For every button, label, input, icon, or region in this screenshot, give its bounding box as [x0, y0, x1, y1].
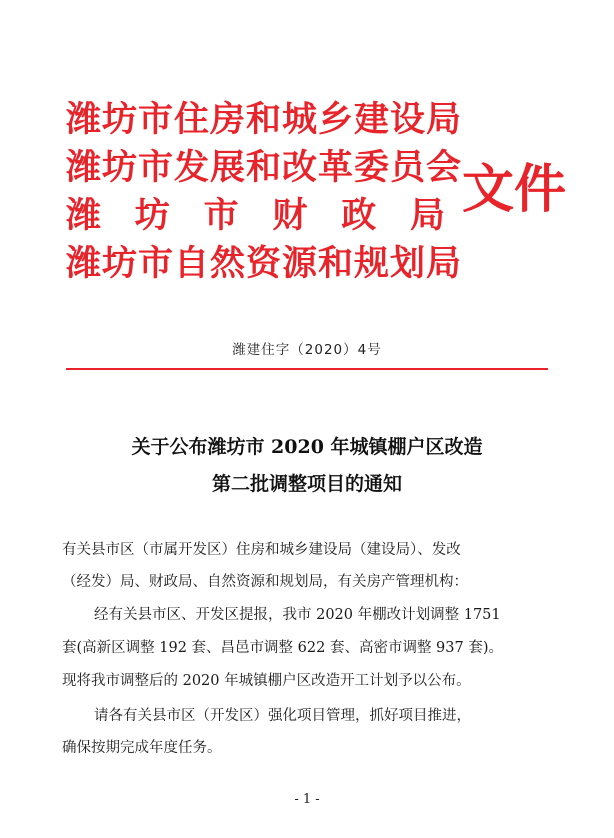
issuer-finance-char: 局 [409, 195, 446, 236]
issuer-block [66, 96, 466, 288]
notice-title-line1: 关于公布潍坊市 2020 年城镇棚户区改造 [131, 436, 483, 458]
document-number: 潍建住字（2020）4号 [232, 342, 382, 358]
issuer-development-commission: 潍坊市发展和改革委员会 [66, 147, 463, 188]
notice-title-line2: 第二批调整项目的通知 [211, 473, 402, 495]
issuer-finance-char: 潍 [66, 195, 103, 236]
issuer-finance-char: 市 [203, 195, 240, 236]
body-line: 现将我市调整后的 2020 年城镇棚户区改造开工计划予以公布。 [62, 673, 471, 689]
issuer-natural-resources-bureau: 潍坊市自然资源和规划局 [66, 243, 463, 284]
issuer-housing-bureau: 潍坊市住房和城乡建设局 [66, 99, 463, 140]
body-line: 请各有关县市区（开发区）强化项目管理，抓好项目推进， [94, 708, 471, 724]
body-line: （经发）局、财政局、自然资源和规划局，有关房产管理机构： [62, 574, 468, 590]
issuer-finance-bureau [66, 192, 446, 240]
page-number: - 1 - [294, 792, 320, 807]
issuer-finance-char: 坊 [134, 195, 171, 236]
body-line: 经有关县市区、开发区提报，我市 2020 年棚改计划调整 1751 [94, 607, 501, 623]
body-line: 有关县市区（市属开发区）住房和城乡建设局（建设局）、发改 [62, 542, 461, 558]
issuer-finance-char: 财 [272, 195, 309, 236]
issuer-finance-char: 政 [341, 195, 378, 236]
document-word: 文件 [462, 159, 567, 220]
red-divider [66, 368, 548, 370]
body-line: 确保按期完成年度任务。 [62, 740, 222, 756]
body-line: 套(高新区调整 192 套、昌邑市调整 622 套、高密市调整 937 套)。 [62, 640, 503, 656]
